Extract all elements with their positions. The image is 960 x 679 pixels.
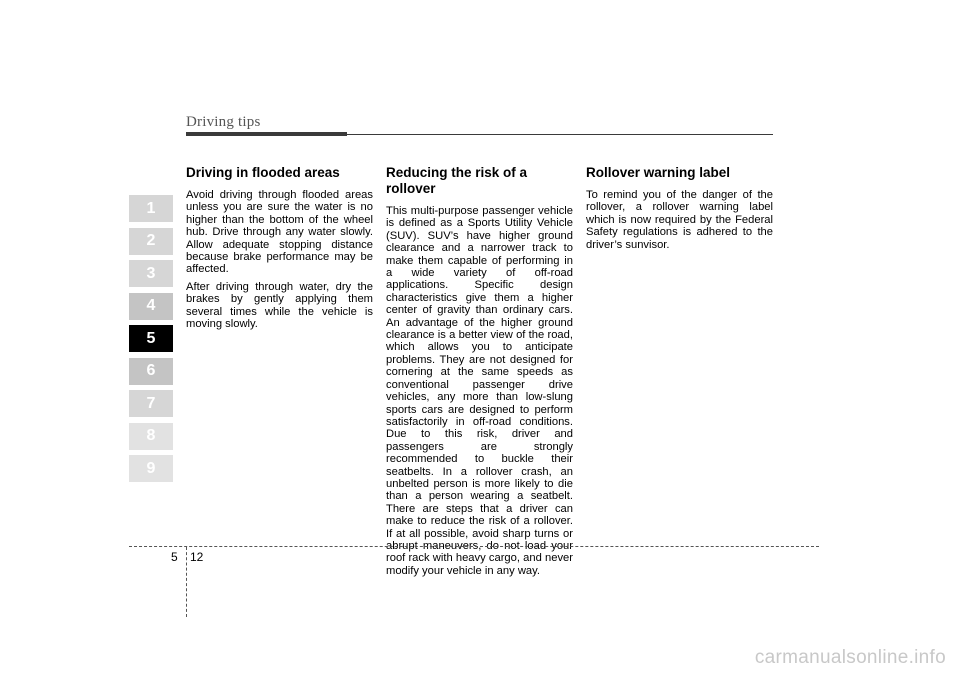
- section-rollover-label: [586, 165, 773, 256]
- section-rollover-risk: [386, 165, 573, 582]
- header-rule: [186, 132, 347, 136]
- footer-divider: [186, 547, 187, 617]
- section-paragraph: To remind you of the danger of the rollover, a rollover warning label which is now required by the Federal Safety regulations is adhered to the driver’s sunvisor.: [586, 189, 773, 251]
- watermark: carmanualsonline.info: [754, 647, 946, 668]
- section-paragraph: Avoid driving through flooded areas unless you are sure the water is no higher than the bottom of the wheel hub. Drive through any water slowly. Allow adequate stopping distance because brake performance may be affected.: [186, 189, 373, 276]
- section-paragraph: This multi-purpose passenger vehicle is defined as a Sports Utility Vehicle (SUV). SUV’s have higher ground clearance and a narrower track to make them capable of performing in a wide variety of off-road applications. Specific design characteristics give them a higher center of gravity than ordinary cars. An advantage of the higher ground clearance is a better view of the road, which allows you to anticipate problems. They are not designed for cornering at the same speeds as conventional passenger drive vehicles, any more than low-slung sports cars are designed to perform satisfactorily in off-road conditions. Due to this risk, driver and passengers are strongly recommended to buckle their seatbelts. In a rollover crash, an unbelted person is more likely to die than a person wearing a seatbelt. There are steps that a driver can make to reduce the risk of a rollover. If at all possible, avoid sharp turns or abrupt maneuvers, do not load your roof rack with heavy cargo, and never modify your vehicle in any way.: [386, 205, 573, 577]
- section-heading: Reducing the risk of a rollover: [386, 165, 528, 196]
- chapter-tab-7[interactable]: 7: [129, 390, 173, 417]
- chapter-tab-1[interactable]: 1: [129, 195, 173, 222]
- header-rule-thin: [347, 134, 773, 135]
- section-heading: Driving in flooded areas: [186, 165, 340, 180]
- footer-chapter-number: 5: [171, 550, 178, 564]
- chapter-tab-5[interactable]: 5: [129, 325, 173, 352]
- footer-rule: [129, 546, 819, 547]
- section-heading: Rollover warning label: [586, 165, 731, 180]
- chapter-tabs: [129, 195, 173, 488]
- chapter-tab-3[interactable]: 3: [129, 260, 173, 287]
- chapter-tab-2[interactable]: 2: [129, 228, 173, 255]
- chapter-tab-4[interactable]: 4: [129, 293, 173, 320]
- chapter-tab-6[interactable]: 6: [129, 358, 173, 385]
- chapter-tab-9[interactable]: 9: [129, 455, 173, 482]
- section-flooded-areas: [186, 165, 373, 335]
- section-paragraph: After driving through water, dry the brakes by gently applying them several times while the vehicle is moving slowly.: [186, 280, 373, 331]
- chapter-tab-8[interactable]: 8: [129, 423, 173, 450]
- page-header-title: Driving tips: [186, 114, 261, 130]
- footer-page-number: 12: [190, 550, 204, 564]
